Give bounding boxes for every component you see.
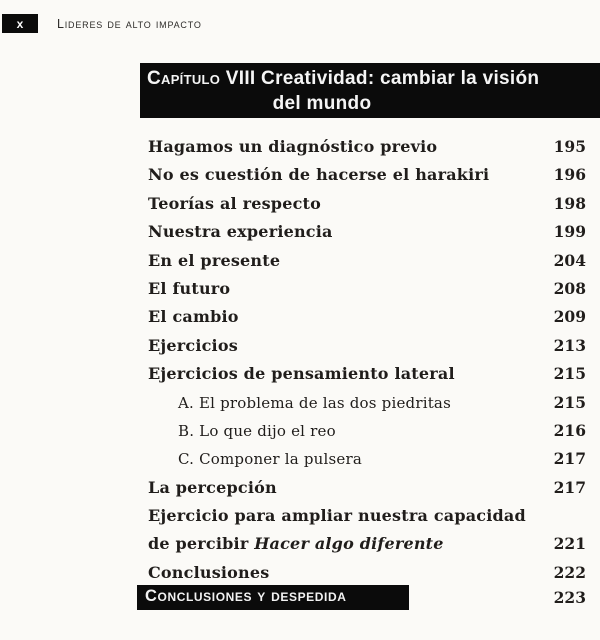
toc-entry-page: 215: [553, 392, 586, 412]
toc-entry: [148, 360, 586, 388]
toc-entry-label: Conclusiones: [148, 562, 270, 582]
chapter-title-line2: del mundo: [272, 93, 372, 114]
toc-entry: [148, 332, 586, 360]
toc-entry-label: Hagamos un diagnóstico previo: [148, 137, 438, 156]
toc-entry-label: C. Componer la pulsera: [178, 450, 362, 469]
toc-subentry: [148, 417, 586, 445]
running-title: Lideres de alto impacto: [57, 17, 202, 31]
final-section-page: 223: [553, 588, 586, 607]
toc-entry-label: B. Lo que dijo el reo: [178, 421, 336, 440]
toc-entry-label: Ejercicios de pensamiento lateral: [148, 364, 455, 384]
toc-entry-page: 222: [553, 562, 586, 582]
folio-box: [2, 14, 38, 33]
toc-entry-page: 199: [553, 222, 586, 242]
toc-entry-label: Ejercicio para ampliar nuestra capacidad: [148, 506, 526, 526]
chapter-title-line1: [140, 63, 600, 92]
final-section: [137, 585, 586, 610]
toc-entry-line2: [148, 530, 586, 558]
toc-entry-page: 215: [553, 364, 586, 384]
chapter-title-text: VIII Creatividad: cambiar la visión: [220, 68, 540, 89]
toc-entry-page: 208: [553, 278, 586, 298]
toc-entry-label: [148, 530, 444, 558]
toc-entry-page: 204: [553, 250, 586, 270]
toc-entry-label: El cambio: [148, 307, 239, 327]
toc-entry-page: 217: [553, 449, 586, 469]
toc-entry-page: 216: [553, 420, 586, 440]
chapter-title-box: [140, 63, 600, 118]
toc-entry: [148, 133, 586, 161]
toc-entry-page: 209: [553, 307, 586, 327]
toc-entry-page: 213: [553, 335, 586, 355]
toc-entry-label: Nuestra experiencia: [148, 222, 333, 242]
toc-entry-label: La percepción: [148, 477, 277, 497]
toc-entry-page: 221: [553, 534, 586, 554]
toc-entry: [148, 474, 586, 502]
toc-entry-line1: [148, 502, 586, 530]
toc-entry: [148, 218, 586, 246]
toc-entry: [148, 190, 586, 218]
table-of-contents: [148, 133, 586, 587]
toc-entry-label: El futuro: [148, 278, 231, 298]
toc-entry: [148, 161, 586, 189]
toc-entry: [148, 559, 586, 587]
toc-subentry: [148, 389, 586, 417]
toc-entry: [148, 275, 586, 303]
toc-entry-label: A. El problema de las dos piedritas: [178, 393, 451, 412]
toc-subentry: [148, 445, 586, 473]
final-section-box: [137, 585, 409, 610]
chapter-label: Capítulo: [147, 68, 221, 89]
toc-entry: [148, 247, 586, 275]
toc-entry-label: Teorías al respecto: [148, 193, 321, 213]
toc-entry-page: 198: [553, 193, 586, 213]
folio-number: x: [16, 16, 24, 31]
toc-entry-page: 196: [553, 165, 586, 185]
toc-entry-label-regular: de percibir: [148, 534, 255, 554]
toc-entry-label: Ejercicios: [148, 335, 238, 355]
toc-entry: [148, 303, 586, 331]
final-section-label: Conclusiones y despedida: [145, 587, 347, 605]
toc-entry-label: No es cuestión de hacerse el harakiri: [148, 165, 490, 185]
toc-entry-page: 195: [553, 137, 586, 156]
toc-entry-label: En el presente: [148, 250, 281, 270]
toc-entry-page: 217: [553, 477, 586, 497]
toc-entry-label-italic: Hacer algo diferente: [254, 534, 444, 554]
